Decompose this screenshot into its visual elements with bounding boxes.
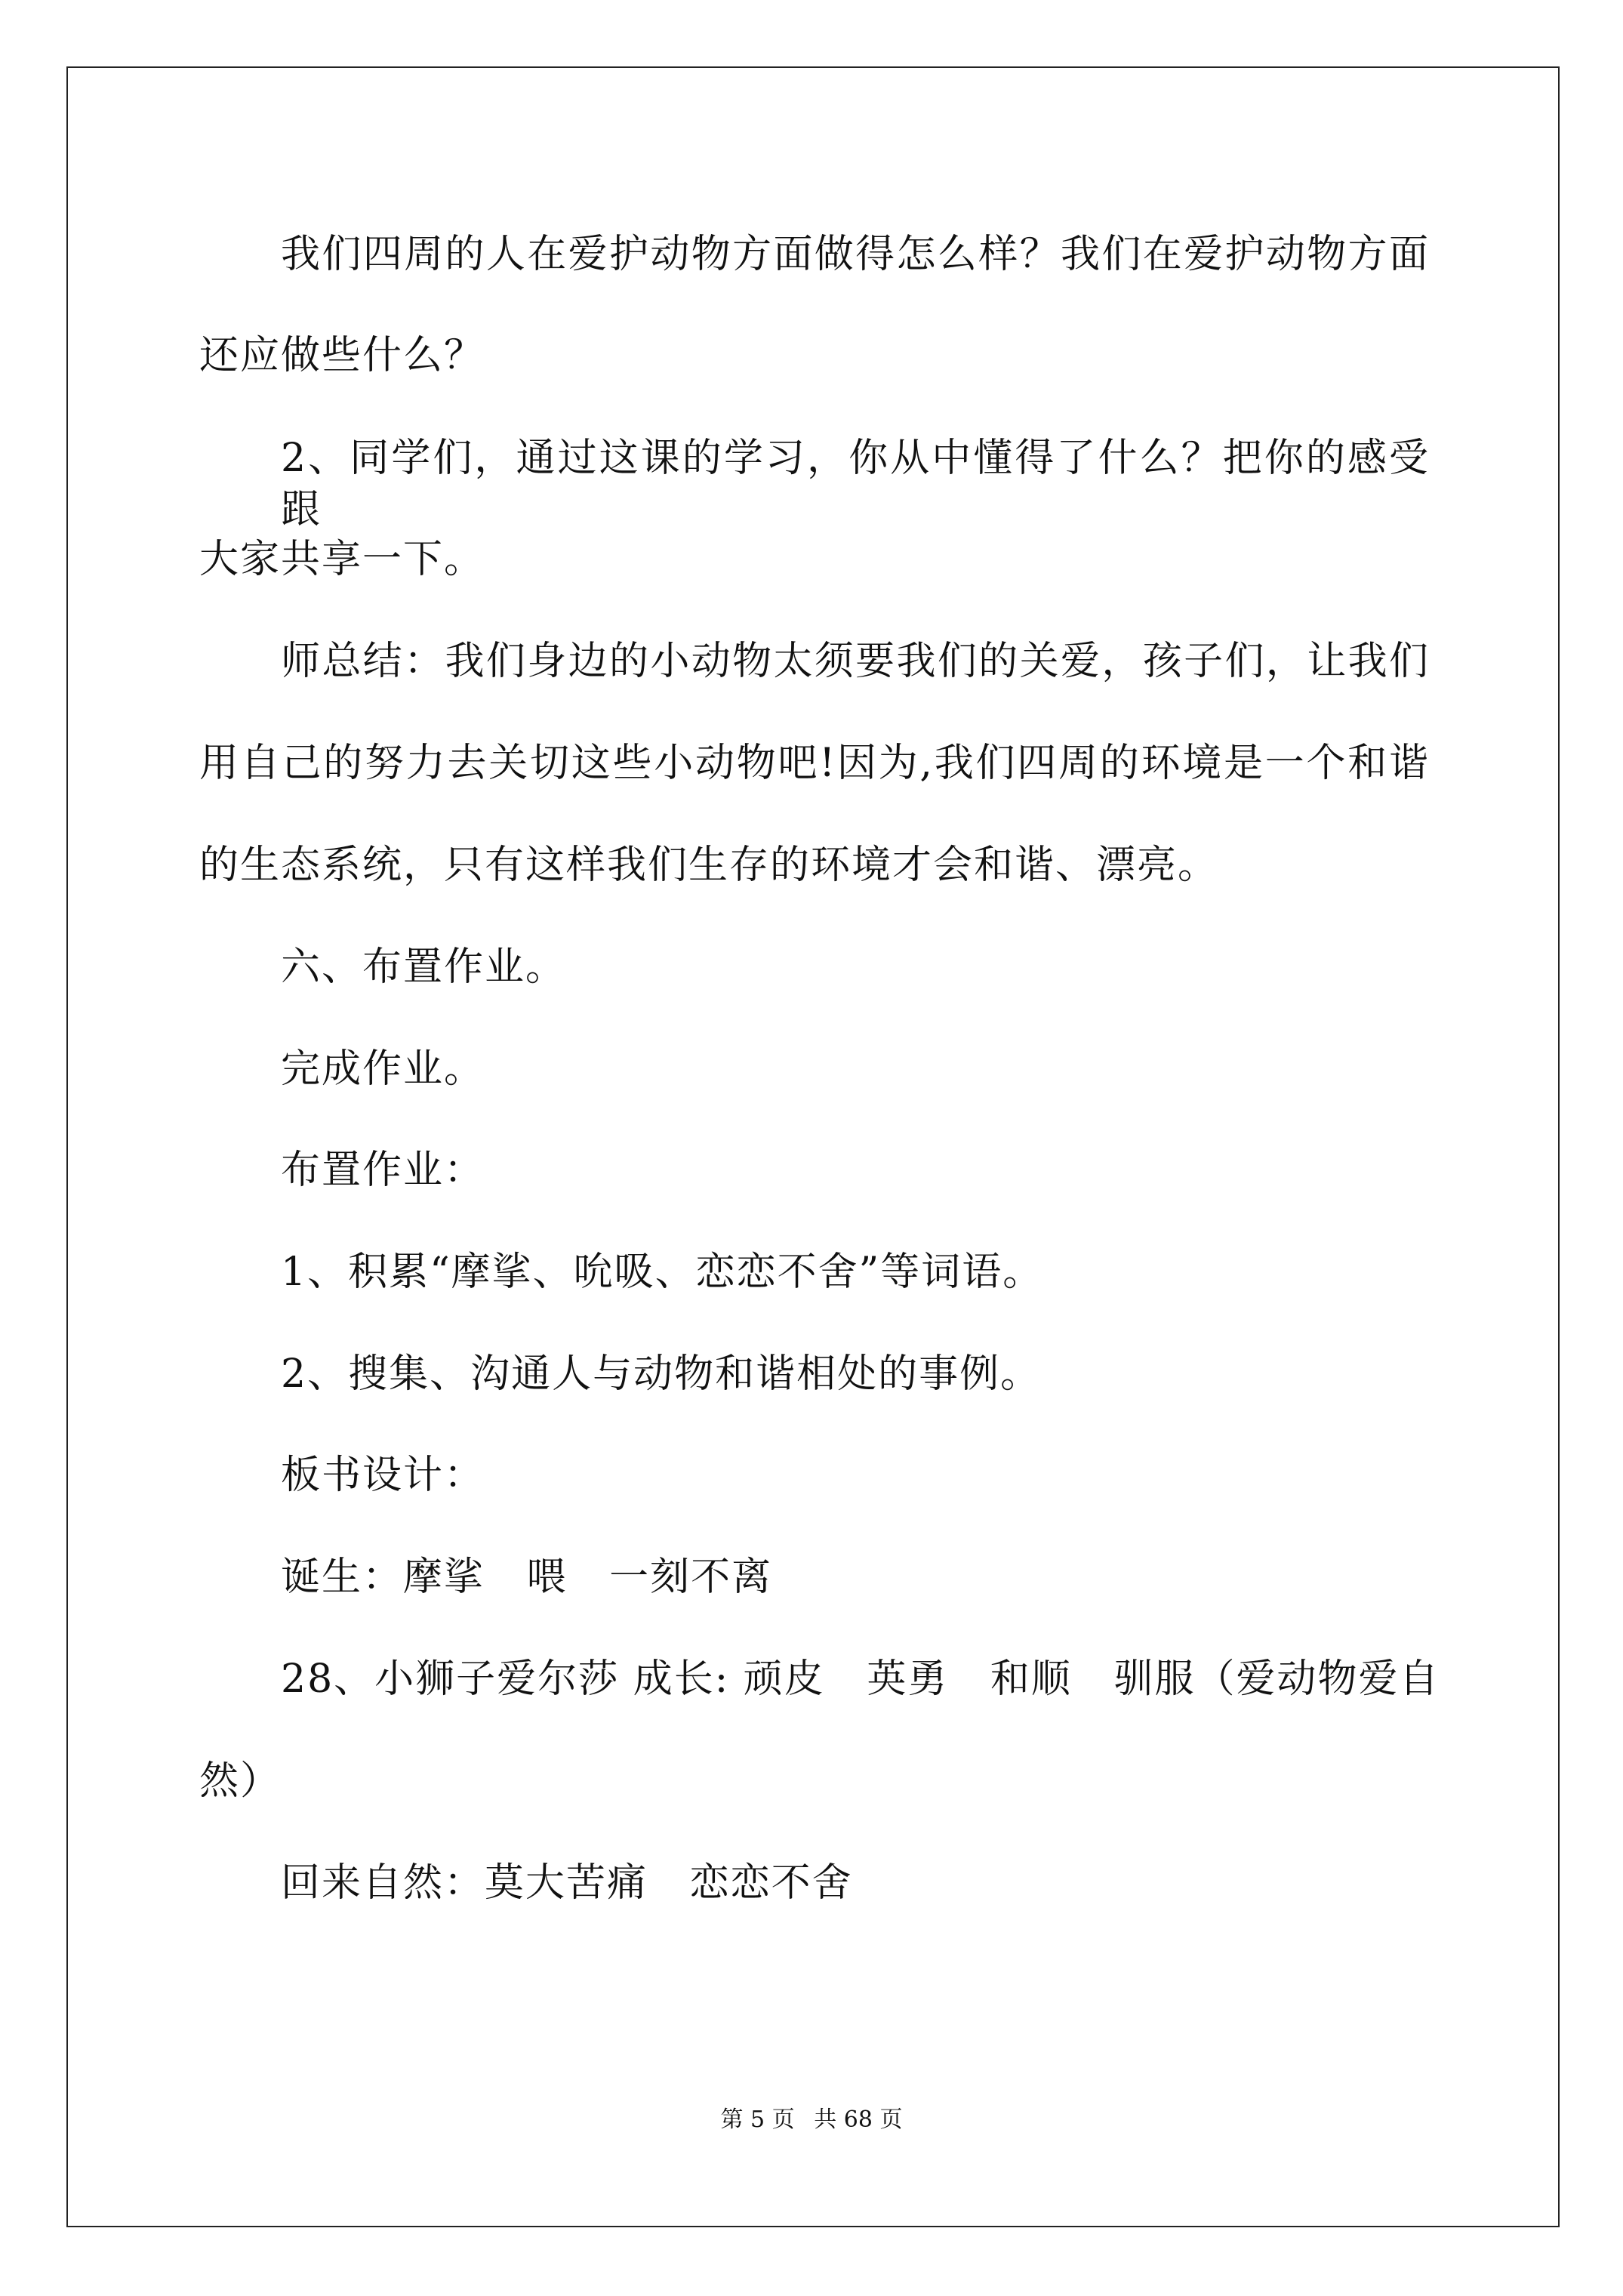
board-design-growth-line-2: 然）: [199, 1758, 282, 1804]
paragraph-complete-homework: 完成作业。: [281, 1046, 485, 1092]
paragraph-3-line-1: 师总结：我们身边的小动物太须要我们的关爱，孩子们，让我们: [281, 639, 1430, 684]
board-design-return: 回来自然：莫大苦痛 恋恋不舍: [281, 1860, 853, 1906]
board-design-heading: 板书设计：: [281, 1453, 485, 1498]
homework-item-1: 1、积累“摩挲、吮吸、恋恋不舍”等词语。: [281, 1250, 1044, 1295]
page-footer: [0, 2105, 1623, 2135]
board-design-growth-line-1: 28、小狮子爱尔莎 成长: 顽皮 英勇 和顺 驯服（爱动物爱自: [281, 1657, 1440, 1702]
paragraph-2-line-1: 2、同学们，通过这课的学习，你从中懂得了什么？把你的感受跟: [281, 436, 1430, 532]
section-heading-homework: 六、布置作业。: [281, 945, 567, 990]
paragraph-2-line-2: 大家共享一下。: [199, 537, 485, 582]
paragraph-1-line-2: 还应做些什么？: [199, 333, 485, 378]
board-design-birth: 诞生：摩挲 喂 一刻不离: [281, 1555, 773, 1600]
paragraph-3-line-2: 用自己的努力去关切这些小动物吧!因为,我们四周的环境是一个和谐: [199, 741, 1430, 786]
page-number: 第 5 页: [720, 2106, 795, 2133]
page-total: 共 68 页: [814, 2106, 903, 2133]
paragraph-assign-homework: 布置作业：: [281, 1148, 485, 1193]
paragraph-1-line-1: 我们四周的人在爱护动物方面做得怎么样？我们在爱护动物方面: [281, 232, 1430, 277]
paragraph-3-line-3: 的生态系统，只有这样我们生存的环境才会和谐、漂亮。: [199, 843, 1219, 888]
homework-item-2: 2、搜集、沟通人与动物和谐相处的事例。: [281, 1351, 1042, 1397]
